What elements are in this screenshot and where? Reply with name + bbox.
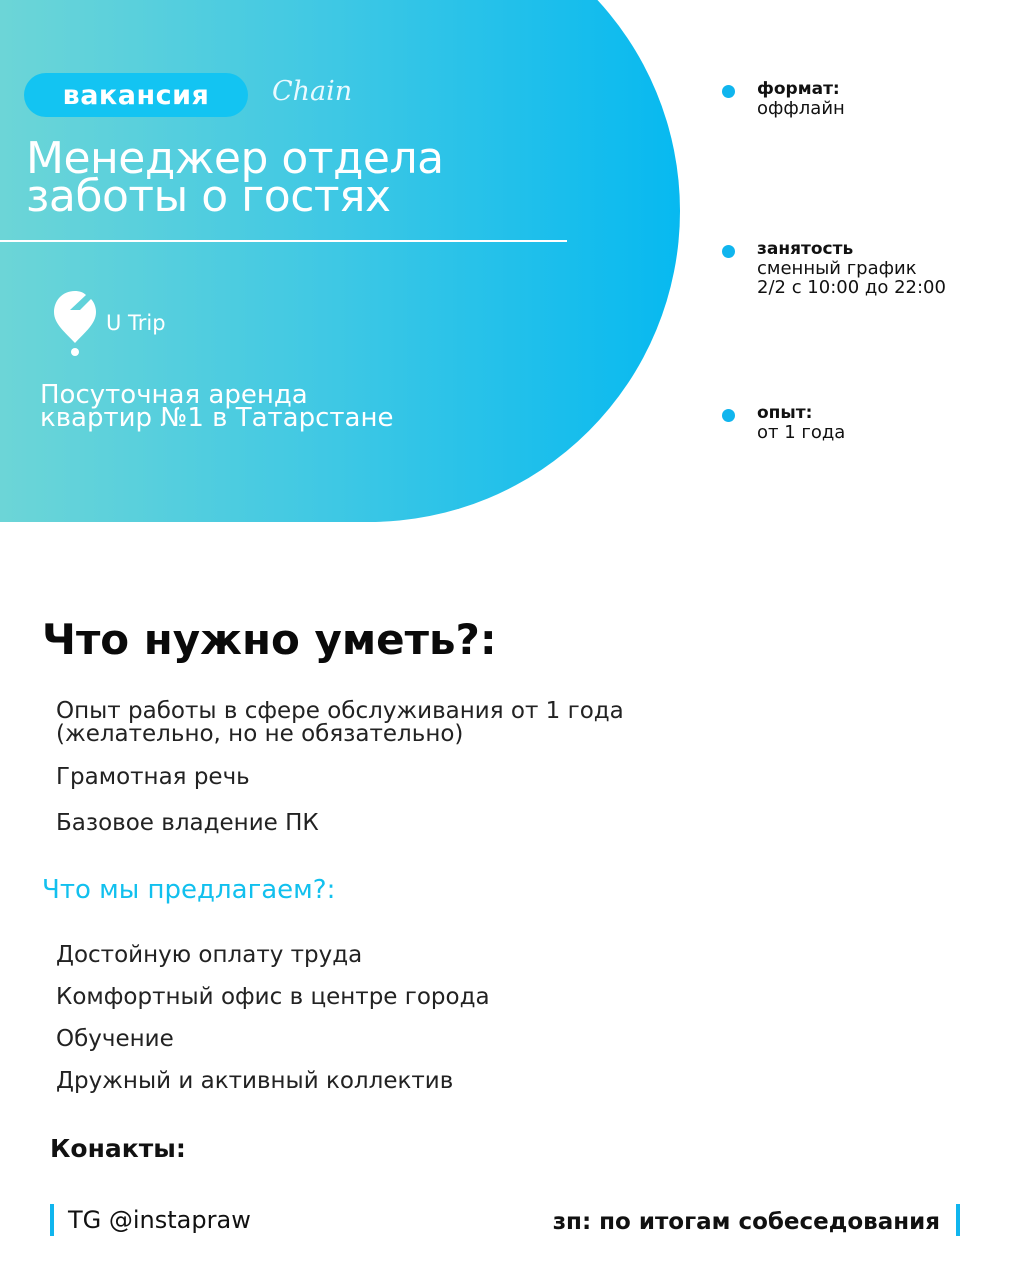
- telegram-contact-link[interactable]: TG @instapraw: [50, 1204, 251, 1236]
- info-label: занятость: [757, 239, 854, 259]
- job-title-text: Менеджер отдела заботы о гостях: [26, 133, 444, 222]
- requirements-list: [56, 700, 624, 835]
- list-item: Грамотная речь: [56, 764, 250, 790]
- list-item: Дружный и активный коллектив: [56, 1068, 454, 1094]
- info-value: от 1 года: [757, 422, 846, 443]
- info-value: сменный график 2/2 с 10:00 до 22:00: [757, 258, 946, 298]
- job-title: [26, 133, 626, 222]
- offer-list: [56, 944, 490, 1093]
- offer-title: Что мы предлагаем?:: [42, 875, 336, 905]
- title-divider: [0, 240, 567, 242]
- info-format: [722, 80, 1012, 118]
- list-item: Базовое владение ПК: [56, 810, 319, 836]
- requirements-title: Что нужно уметь?:: [42, 615, 497, 664]
- location-pin-icon: [50, 287, 100, 357]
- info-label: опыт:: [757, 403, 813, 423]
- list-item: Обучение: [56, 1026, 174, 1052]
- info-label: формат:: [757, 79, 840, 99]
- list-item: Комфортный офис в центре города: [56, 984, 490, 1010]
- list-item: Опыт работы в сфере обслуживания от 1 года (желательно, но не обязательно): [56, 698, 624, 747]
- info-value: оффлайн: [757, 98, 845, 119]
- list-item: Достойную оплату труда: [56, 942, 363, 968]
- vacancy-badge: вакансия: [24, 73, 248, 117]
- company-name: U Trip: [106, 311, 166, 335]
- chain-logo: Chain: [272, 76, 353, 107]
- info-experience: [722, 404, 1012, 442]
- bullet-dot-icon: [722, 85, 735, 98]
- info-employment: [722, 240, 1012, 297]
- bullet-dot-icon: [722, 245, 735, 258]
- company-tagline: [40, 380, 640, 433]
- tagline-text: Посуточная аренда квартир №1 в Татарстане: [40, 380, 394, 433]
- bullet-dot-icon: [722, 409, 735, 422]
- salary-info: зп: по итогам собеседования: [553, 1204, 960, 1236]
- contacts-title: Конакты:: [50, 1134, 186, 1163]
